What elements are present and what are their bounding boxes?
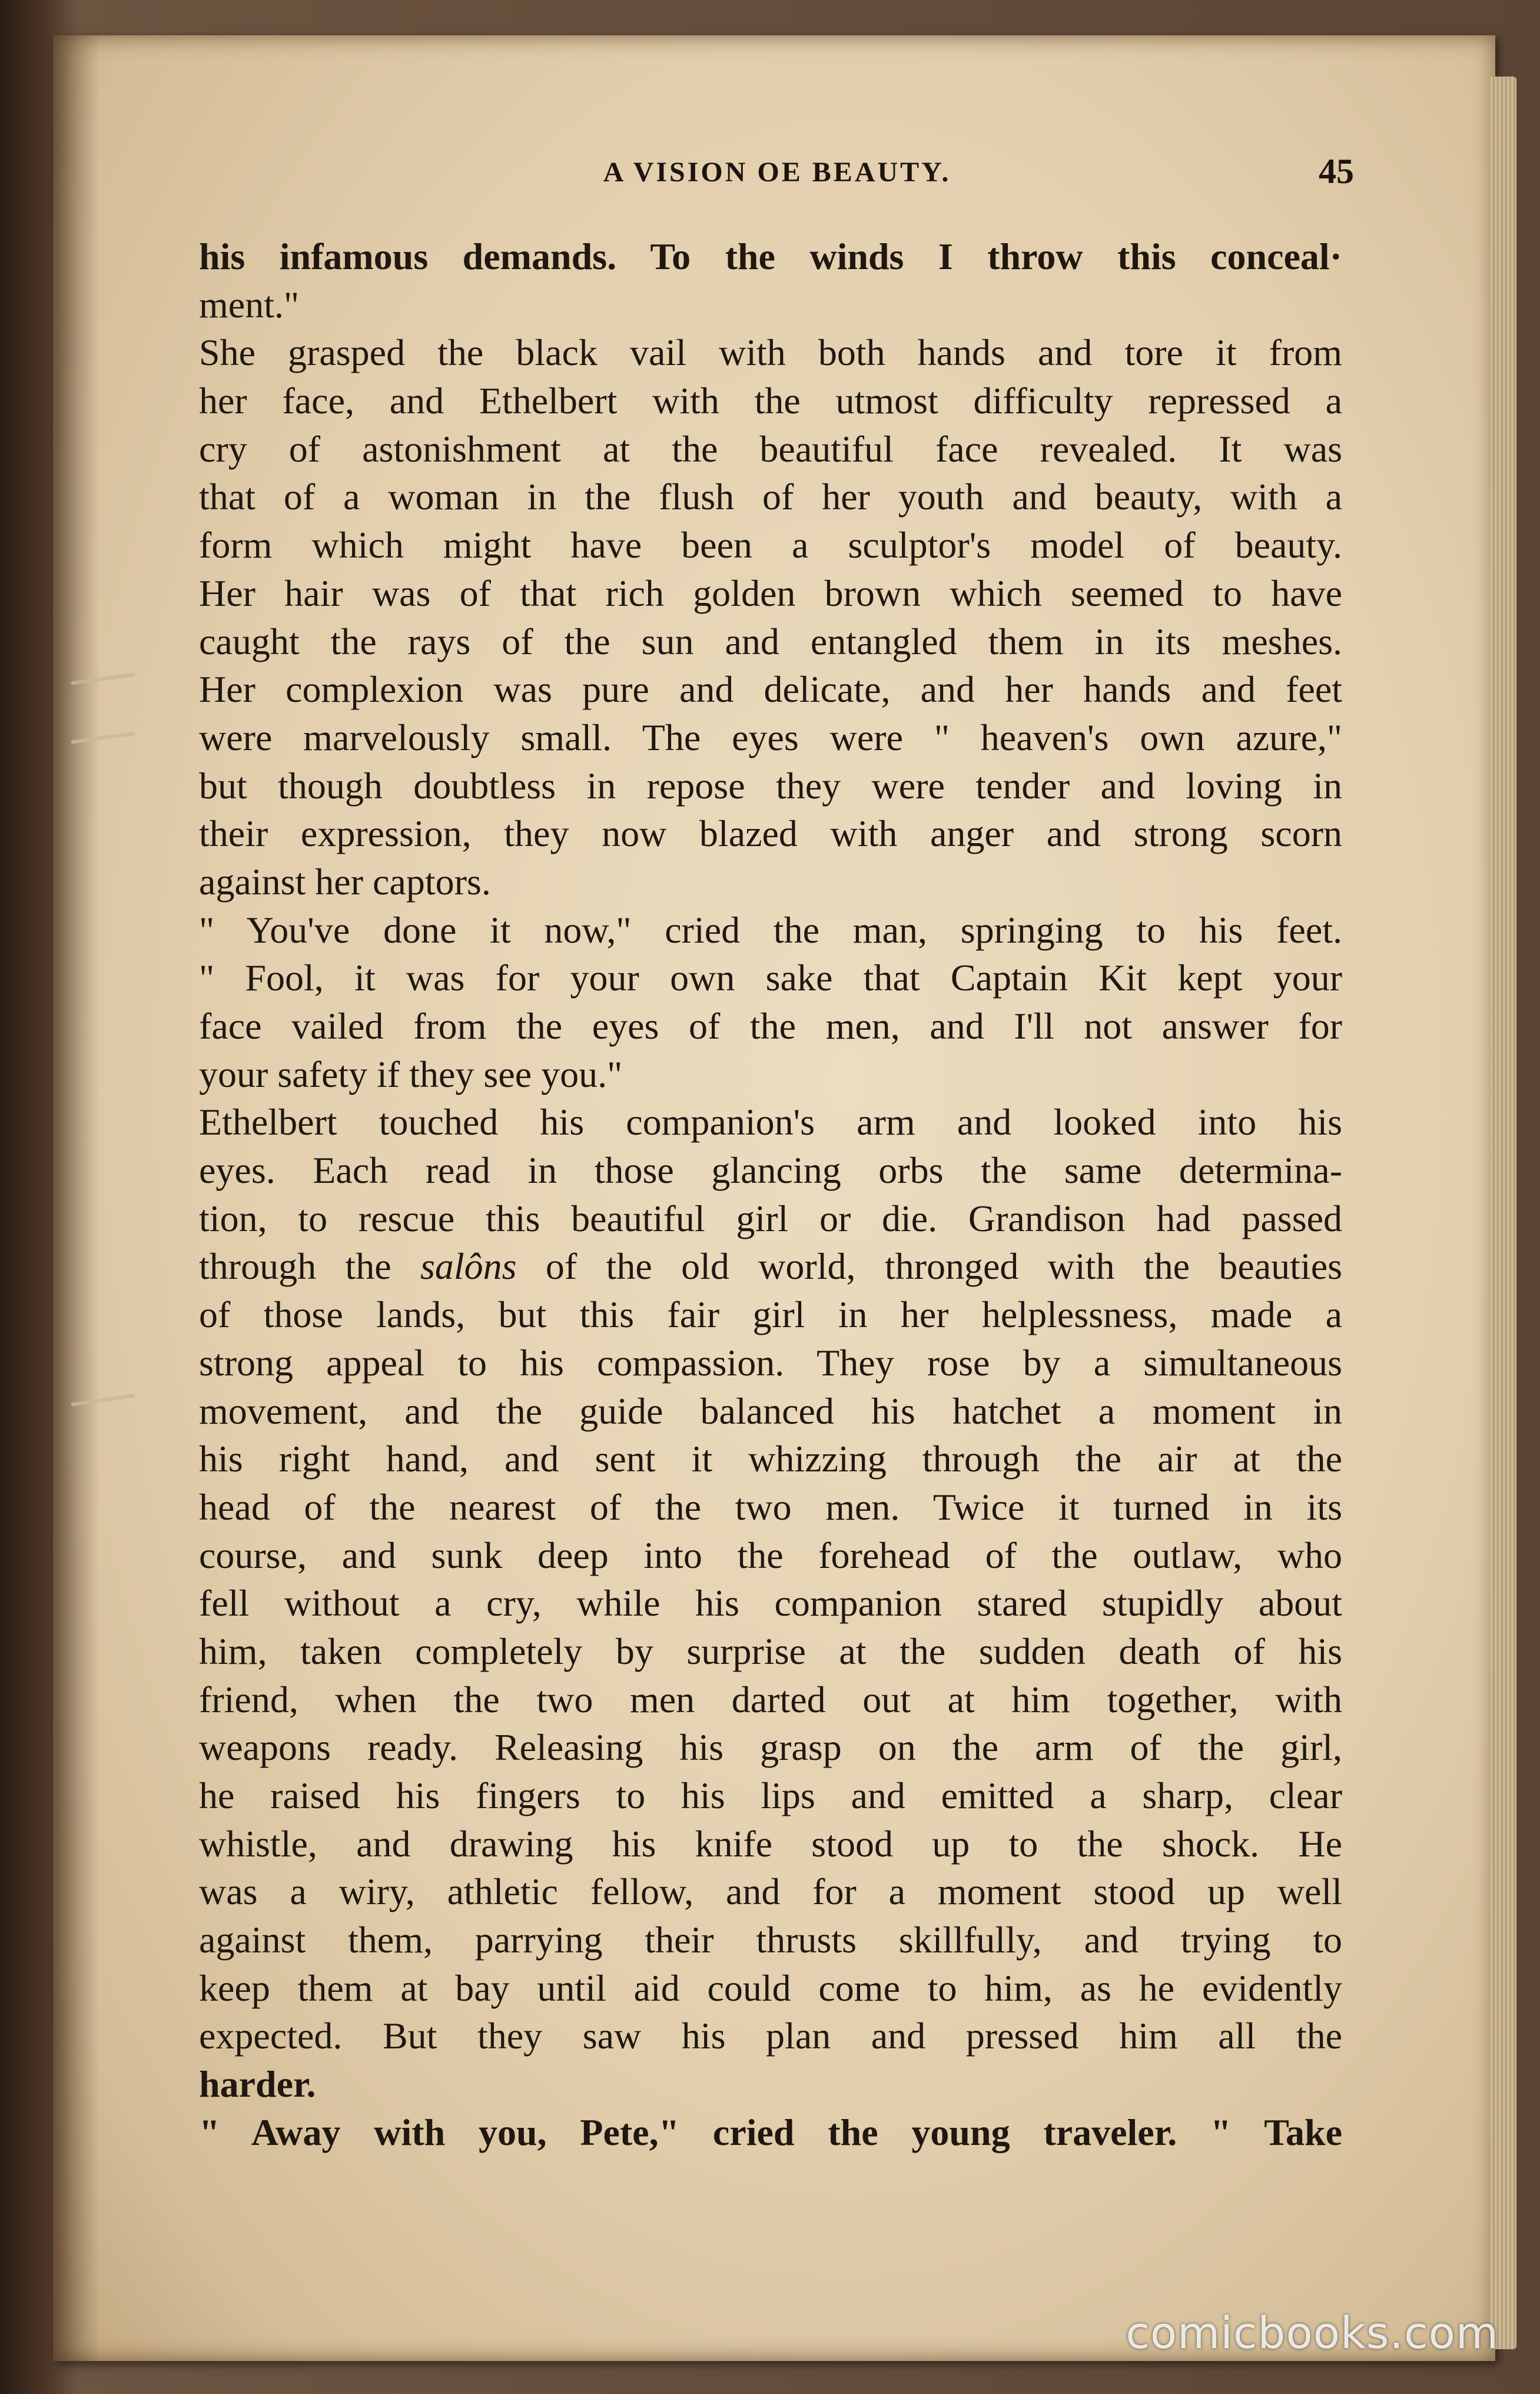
text-line: weapons ready. Releasing his grasp on the arm of the girl, (199, 1726, 1342, 1769)
text-line: his infamous demands. To the winds I throw this conceal· (199, 236, 1342, 277)
text-line: eyes. Each read in those glancing orbs the same determina- (199, 1149, 1342, 1192)
text-line: Ethelbert touched his companion's arm and looked into his (199, 1101, 1342, 1143)
text-line: but though doubtless in repose they were tender and loving in (199, 764, 1342, 807)
text-line: Her hair was of that rich golden brown which seemed to have (199, 572, 1342, 614)
text-line: caught the rays of the sun and entangled them in its meshes. (199, 620, 1342, 662)
text-line: was a wiry, athletic fellow, and for a moment stood up well (199, 1871, 1342, 1913)
text-line: " You've done it now," cried the man, springing to his feet. (199, 908, 1342, 951)
text-line: through the salôns of the old world, thronged with the beauties (199, 1245, 1343, 1288)
text-line: whistle, and drawing his knife stood up to the shock. He (199, 1822, 1342, 1865)
text-line: " Fool, it was for your own sake that Captain Kit kept your (199, 957, 1342, 999)
text-line: your safety if they see you." (199, 1053, 623, 1095)
text-line: he raised his fingers to his lips and emitted a sharp, clear (199, 1775, 1342, 1816)
text-line: cry of astonishment at the beautiful face revealed. It was (199, 427, 1342, 470)
text-line: her face, and Ethelbert with the utmost difficulty repressed a (199, 380, 1342, 422)
text-line: form which might have been a sculptor's model of beauty. (199, 524, 1342, 566)
text-line: him, taken completely by surprise at the sudden death of his (199, 1630, 1342, 1672)
text-line: that of a woman in the flush of her youth and beauty, with a (199, 476, 1342, 518)
text-line: of those lands, but this fair girl in her helplessness, made a (199, 1294, 1342, 1336)
running-header (200, 152, 1354, 203)
text-line: keep them at bay until aid could come to him, as he evidently (199, 1967, 1342, 2009)
text-line: ment." (199, 283, 300, 326)
text-line: against her captors. (199, 860, 491, 903)
text-line: his right hand, and sent it whizzing through the air at the (199, 1438, 1342, 1480)
text-line: Her complexion was pure and delicate, and her hands and feet (199, 668, 1342, 711)
text-line: friend, when the two men darted out at him together, with (199, 1678, 1342, 1720)
text-line: strong appeal to his compassion. They rose by a simultaneous (199, 1341, 1342, 1384)
text-line: course, and sunk deep into the forehead of the outlaw, who (199, 1534, 1342, 1576)
text-line: were marvelously small. The eyes were " heaven's own azure," (199, 716, 1342, 758)
page-edges (1491, 77, 1516, 2349)
watermark: comicbooks.com (1126, 2308, 1499, 2359)
text-line: face vailed from the eyes of the men, and I'll not answer for (199, 1005, 1342, 1047)
spine-shadow (53, 35, 100, 2361)
text-line: head of the nearest of the two men. Twice it turned in its (199, 1486, 1342, 1528)
text-line: expected. But they saw his plan and pressed him all the (199, 2015, 1342, 2057)
body-text (199, 233, 1342, 2157)
page-number: 45 (1319, 152, 1354, 191)
text-line: movement, and the guide balanced his hatchet a moment in (199, 1390, 1342, 1432)
text-line: fell without a cry, while his companion stared stupidly about (199, 1582, 1342, 1624)
text-line: " Away with you, Pete," cried the young traveler. " Take (199, 2111, 1342, 2153)
text-line: She grasped the black vail with both hands and tore it from (199, 331, 1342, 374)
text-line: their expression, they now blazed with anger and strong scorn (199, 813, 1342, 855)
text-line: tion, to rescue this beautiful girl or die. Grandison had passed (199, 1197, 1342, 1239)
text-line: against them, parrying their thrusts skillfully, and trying to (199, 1919, 1342, 1961)
running-title: A VISION OE BEAUTY. (603, 157, 951, 188)
text-line: harder. (199, 2063, 316, 2105)
